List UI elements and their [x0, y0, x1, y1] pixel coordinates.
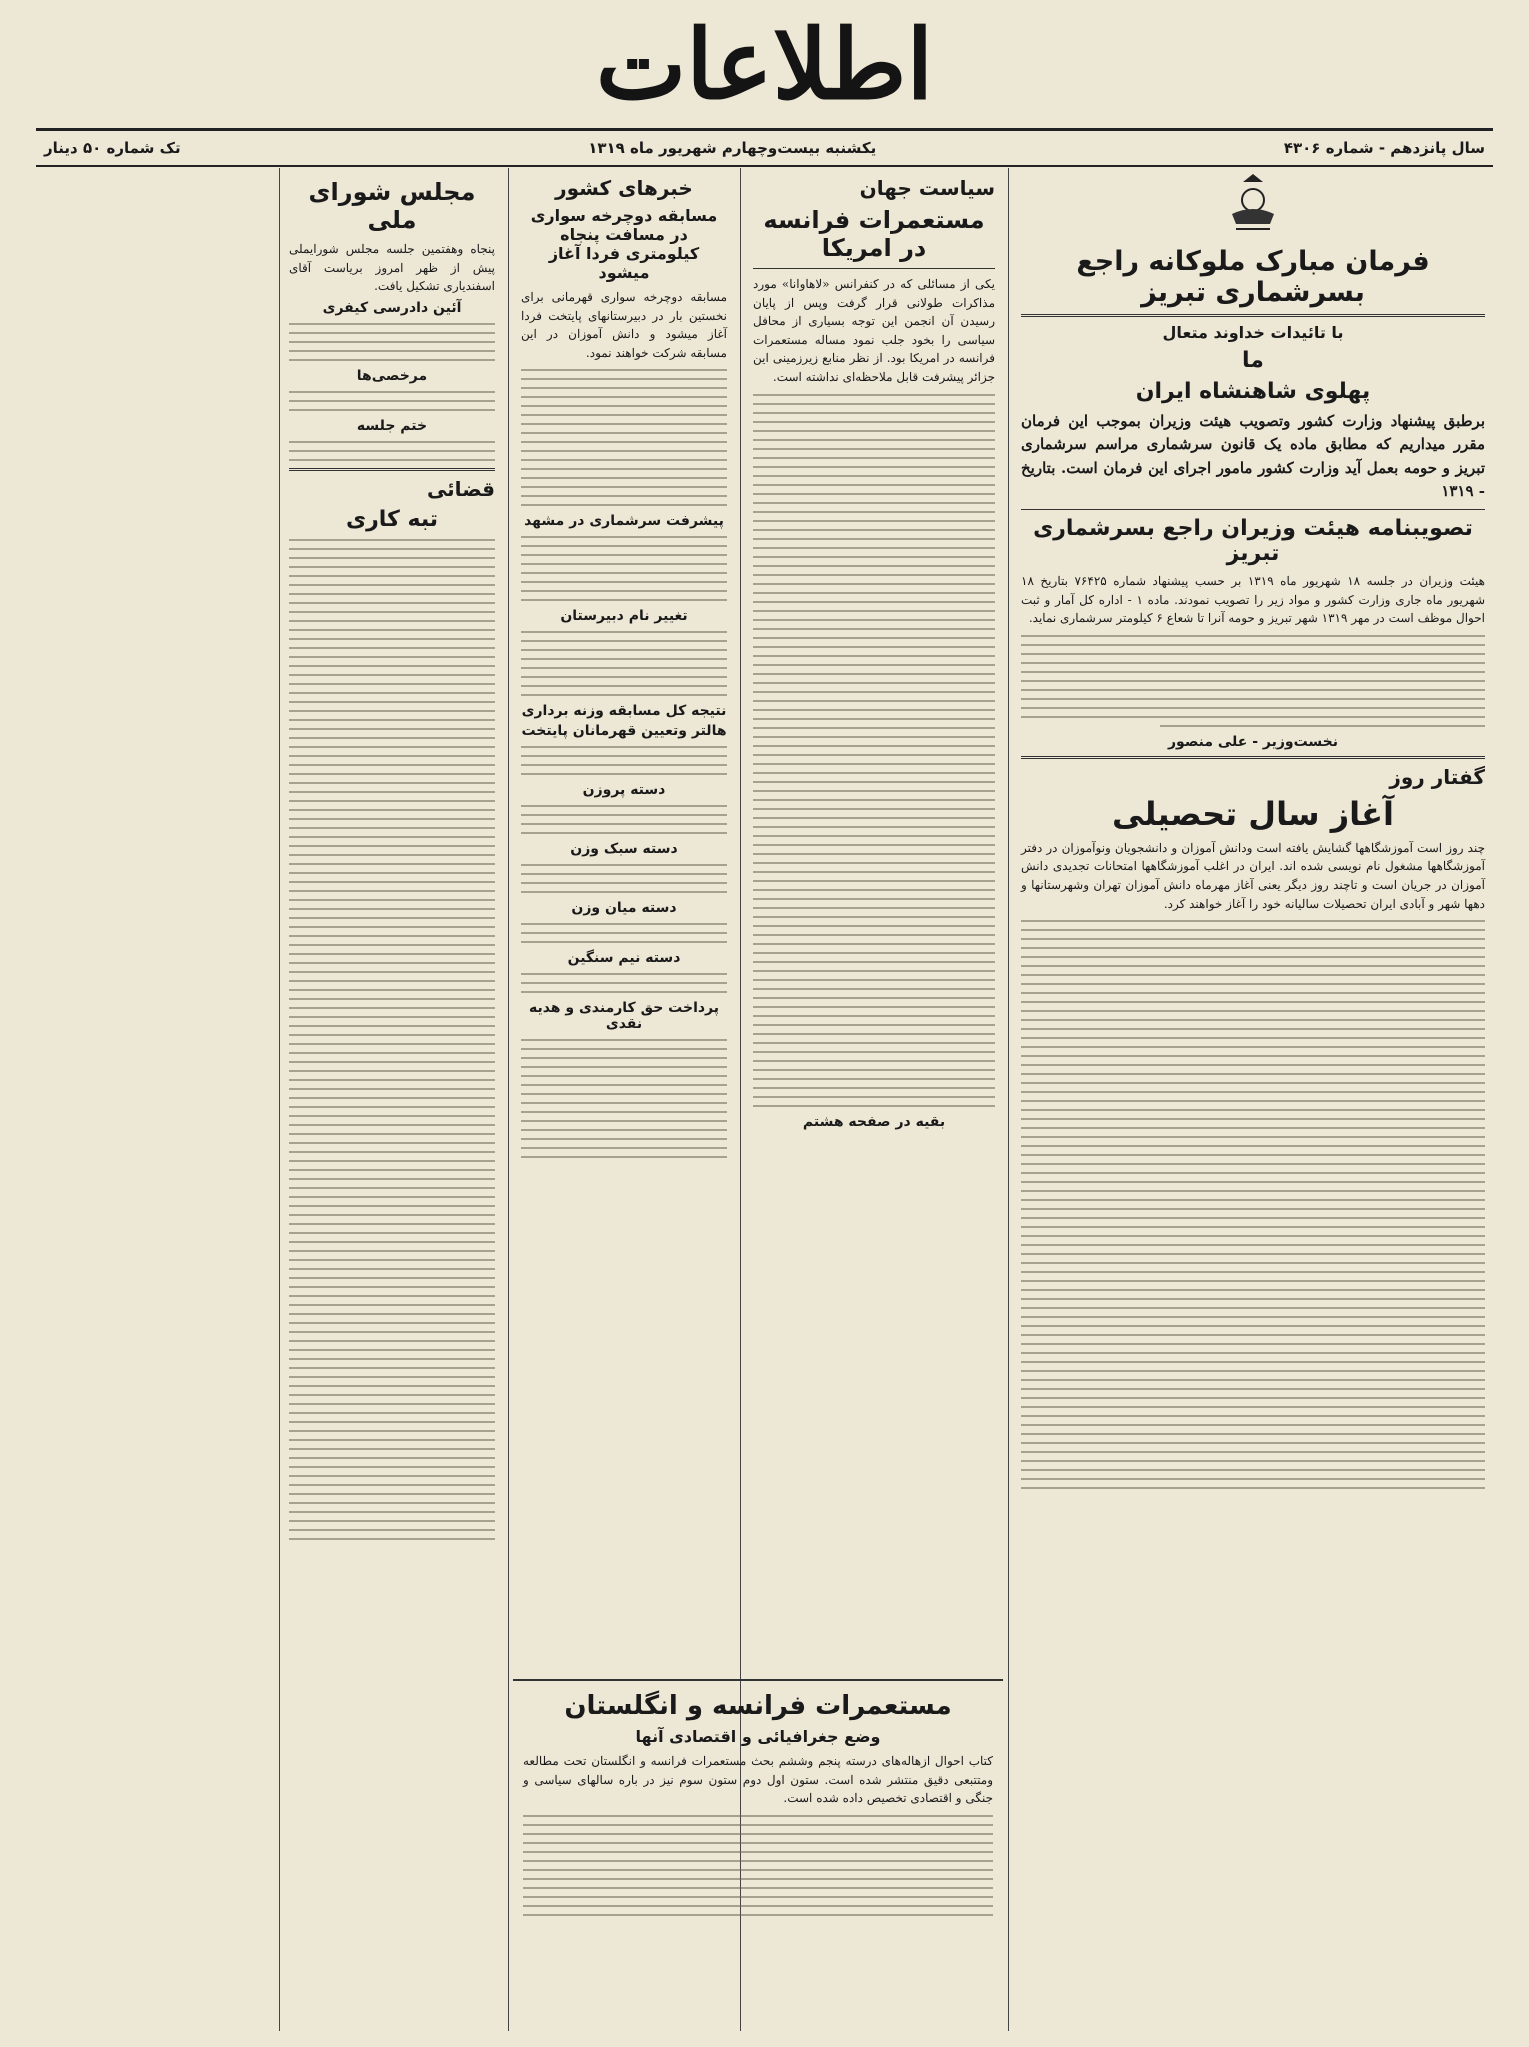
article-title: آغاز سال تحصیلی: [1112, 794, 1394, 833]
issue-price: تک شماره ۵۰ دینار: [44, 139, 181, 157]
subhead: دسته نیم سنگین: [567, 950, 681, 967]
subhead: پیشرفت سرشماری در مشهد: [524, 513, 724, 530]
text-lines: [289, 539, 495, 1540]
article-body: پنجاه وهفتمین جلسه مجلس شورایملی پیش از ظهر امروز بریاست آقای اسفندیاری تشکیل یافت.: [289, 242, 495, 294]
text-lines: [289, 391, 495, 411]
article-headline: مستعمرات فرانسه و انگلستان: [564, 1691, 952, 1721]
masthead: [0, 8, 1529, 121]
article-headline: مستعمرات فرانسه در امریکا: [763, 206, 985, 262]
decree-ma: ما: [1242, 348, 1264, 373]
newspaper-title: اطلاعات: [595, 8, 934, 121]
text-lines: [1021, 920, 1485, 1489]
issue-date: یکشنبه بیست‌وچهارم شهریور ماه ۱۳۱۹: [588, 139, 877, 157]
article-body: چند روز است آموزشگاهها گشایش یافته است ودانش آموزان و دانشجویان ونوآموزان در دفتر آموزشگاهها مشغول نام نویسی شده اند. ایران در اغلب آموزشگاهها امتحانات تجدیدی دانش آموزان در جریان است و تاچند روز دیگر یعنی آغاز مهرماه دانش آموزان تهران وشهرستانها و دهها شهر و آبادی ایران تحصیلات سالیانه خود را آغاز خواهند کرد.: [1021, 840, 1485, 911]
article-headline: مسابقه دوچرخه سواری در مسافت پنجاه کیلومتری فردا آغاز میشود: [530, 206, 718, 282]
article-body: یکی از مسائلی که در کنفرانس «لاهاوانا» مورد مذاکرات طولانی قرار گرفت وپس از پایان رسیدن آن انجمن این توجه بسیاری از محافل سیاسی را بخود جلب نمود مساله مستعمرات فرانسه در امریکا بود. از نظر منابع زیرزمینی این جزائر پیشرفت قابل ملاحظه‌ای نداشته است.: [753, 277, 995, 384]
text-lines: [521, 923, 727, 943]
subhead: دسته پروزن: [582, 782, 666, 799]
text-lines: [521, 864, 727, 893]
text-lines: [521, 746, 727, 775]
text-lines: [521, 1039, 727, 1158]
text-lines: [521, 369, 727, 506]
section-kicker: گفتار روز: [1389, 764, 1485, 789]
divider: [1021, 509, 1485, 510]
decree-headline: فرمان مبارک ملوکانه راجع بسرشماری تبریز: [1076, 246, 1430, 308]
divider: [1021, 756, 1485, 759]
subhead: دسته میان وزن: [571, 900, 677, 917]
decree-invocation: با تائیدات خداوند متعال: [1162, 323, 1344, 342]
subhead: هالتر وتعیین قهرمانان پایتخت: [521, 723, 727, 740]
column-royal-decree: [1013, 168, 1493, 2031]
text-lines: [289, 441, 495, 461]
text-lines: [521, 536, 727, 601]
columns-area: [36, 168, 1493, 2031]
decree-text: برطبق پیشنهاد وزارت کشور وتصویب هیئت وزیران بموجب این فرمان مقرر میداریم که مطابق ماده یک قانون سرشماری مراسم سرشماری تبریز و حومه بعمل آید وزارت کشور مامور اجرای این فرمان است. بتاریخ - ۱۳۱۹: [1021, 412, 1485, 500]
bottom-article: [513, 1679, 1003, 2031]
text-lines: [753, 394, 995, 1107]
section-kicker: خبرهای کشور: [555, 176, 693, 200]
article-body: کتاب احوال ازهاله‌های درسته پنجم وششم بحث مستعمرات فرانسه و انگلستان تحت مطالعه ومتتبعی دقیق منتشر شده است. ستون اول دوم ستون سوم نیز در باره سالهای سیاسی و جنگی و اقتصادی تخصیص داده شده است.: [523, 1754, 993, 1806]
subhead: دسته سبک وزن: [570, 841, 678, 858]
section-kicker: قضائی: [426, 476, 495, 501]
subhead: نتیجه کل مسابقه وزنه برداری: [521, 703, 727, 720]
signature: نخست‌وزیر - علی منصور: [1167, 733, 1339, 750]
subhead: تغییر نام دبیرستان: [560, 608, 688, 625]
subhead: آئین دادرسی کیفری: [322, 299, 462, 316]
text-lines: [521, 631, 727, 696]
decree-king: پهلوی شاهنشاه ایران: [1135, 379, 1371, 404]
issue-number: سال پانزدهم - شماره ۴۳۰۶: [1283, 139, 1485, 157]
column-world-politics: [745, 168, 1003, 1671]
cabinet-resolution-title: تصویبنامه هیئت وزیران راجع بسرشماری تبریز: [1033, 516, 1473, 566]
cabinet-resolution-text: هیئت وزیران در جلسه ۱۸ شهریور ماه ۱۳۱۹ بر حسب پیشنهاد شماره ۷۶۴۲۵ بتاریخ ۱۸ شهریور ماه جاری وزارت کشور و مواد زیر را تصویب نمودند. ماده ۱ - اداره کل آمار و ثبت احوال موظف است در مهر ۱۳۱۹ شهر تبریز و حومه آنرا تا شعاع ۶ کیلومتر سرشماری نماید.: [1021, 574, 1485, 626]
column-rule: [279, 168, 280, 2031]
article-headline: مجلس شورای ملی: [308, 178, 476, 234]
column-rule: [1008, 168, 1009, 2031]
column-rule: [508, 168, 509, 2031]
divider: [1021, 314, 1485, 317]
column-domestic-news: [513, 168, 735, 1671]
text-lines: [521, 805, 727, 834]
lion-and-sun-emblem: [1021, 174, 1485, 240]
text-lines: [1021, 635, 1485, 727]
subhead: مرخصی‌ها: [356, 367, 428, 384]
section-kicker: سیاست جهان: [859, 176, 995, 200]
story-title: تبه کاری: [345, 506, 439, 532]
divider: [289, 468, 495, 471]
article-body: مسابقه دوچرخه سواری قهرمانی برای نخستین بار در دبیرستانهای پایتخت فردا آغاز میشود و دانش آموزان در این مسابقه شرکت خواهند نمود.: [521, 290, 727, 360]
subhead: پرداخت حق کارمندی و هدیه نقدی: [528, 1000, 720, 1033]
text-lines: [523, 1815, 993, 1916]
continued-note: بقیه در صفحه هشتم: [802, 1113, 946, 1130]
column-parliament: [281, 168, 503, 2031]
divider: [753, 268, 995, 269]
text-lines: [289, 323, 495, 361]
article-subhead: وضع جغرافیائی و اقتصادی آنها: [635, 1727, 881, 1746]
dateline-bar: [36, 128, 1493, 167]
text-lines: [521, 973, 727, 993]
subhead: ختم جلسه: [356, 417, 428, 434]
